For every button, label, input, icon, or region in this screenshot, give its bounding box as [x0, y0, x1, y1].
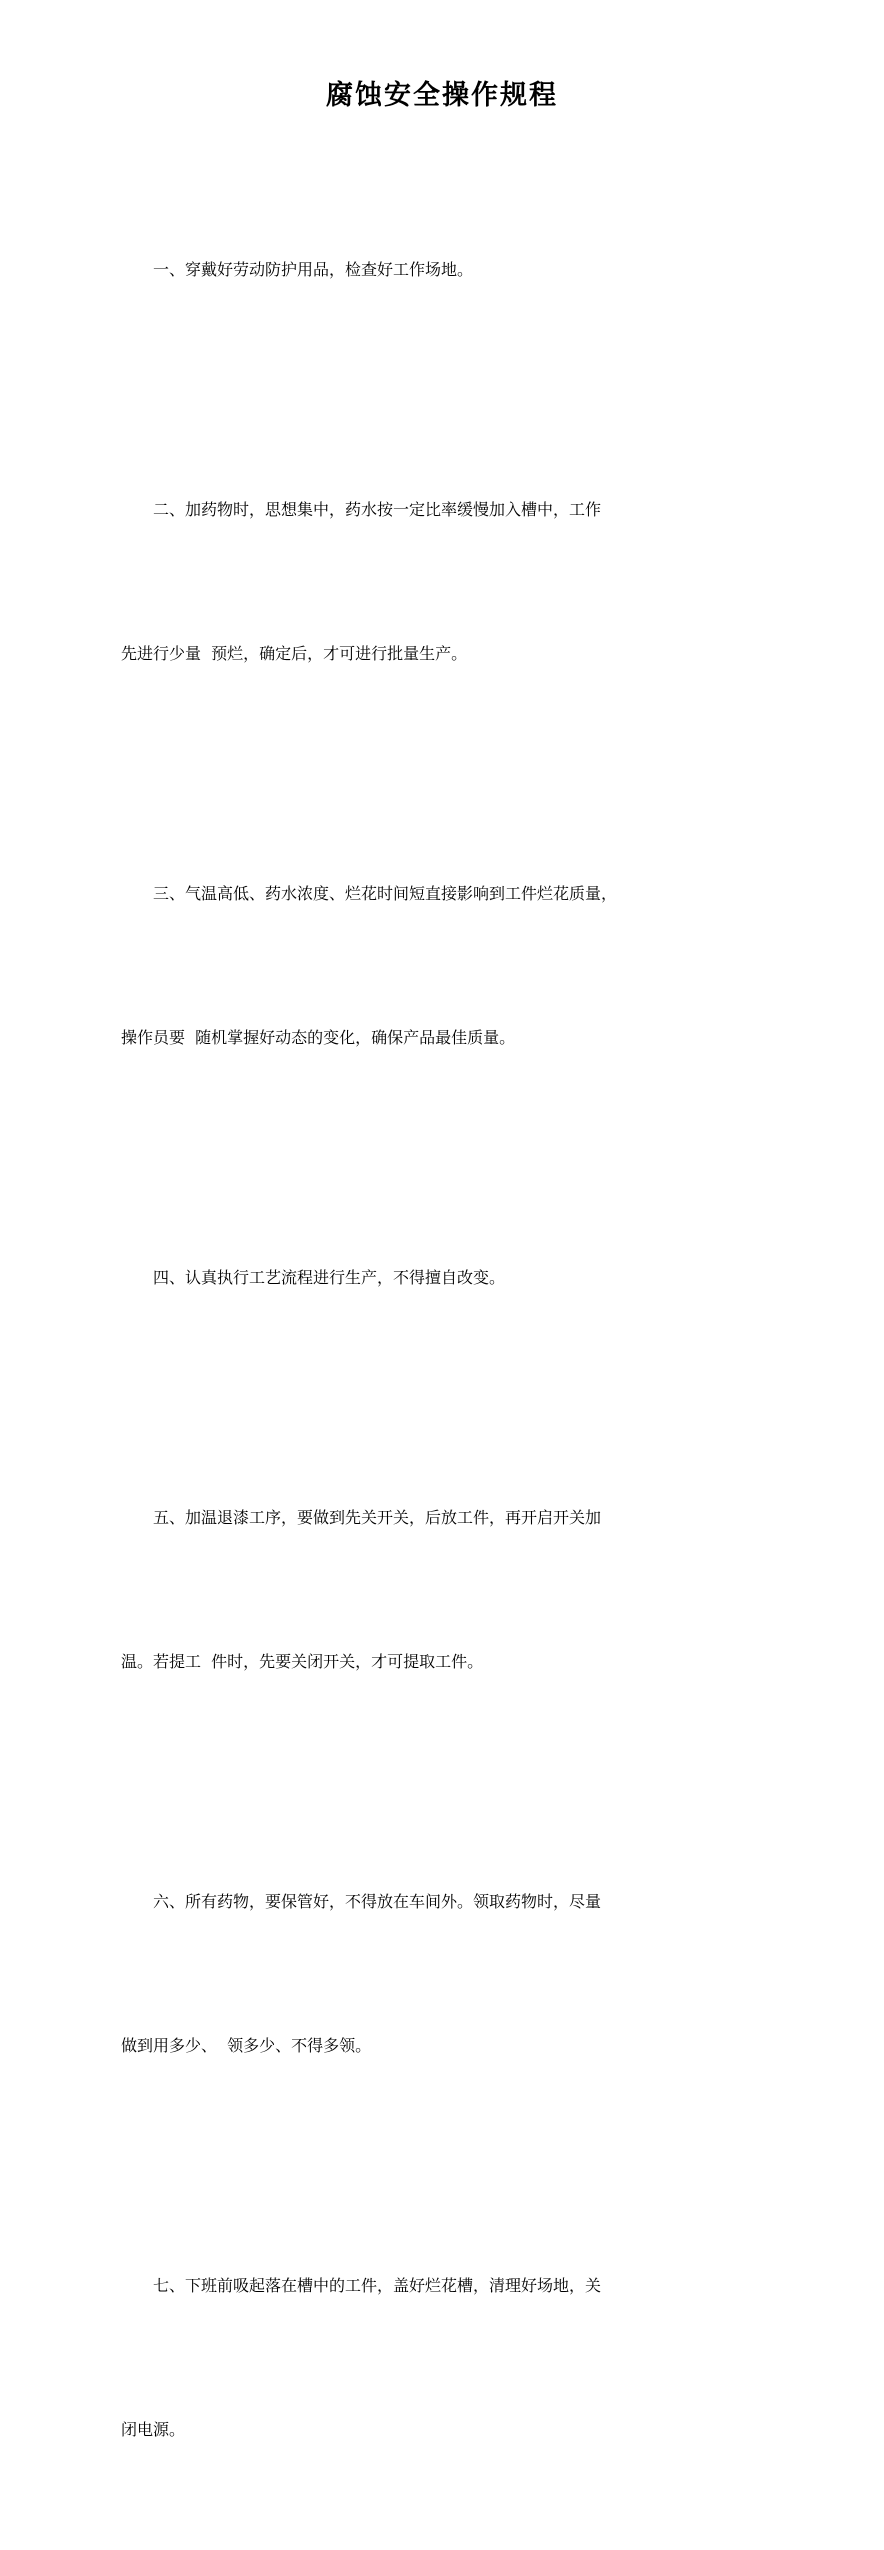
- rule-item-7-line-1: 七、下班前吸起落在槽中的工件，盖好烂花槽，清理好场地，关: [153, 2276, 602, 2295]
- rule-item-2-line-2: 先进行少量 预烂，确定后，才可进行批量生产。: [121, 644, 468, 663]
- rule-item-5: [121, 1398, 681, 1782]
- document-body: [121, 150, 681, 2550]
- rule-item-4-line-1: 四、认真执行工艺流程进行生产，不得擅自改变。: [153, 1268, 506, 1287]
- rule-item-3-line-1: 三、气温高低、药水浓度、烂花时间短直接影响到工件烂花质量，: [153, 884, 618, 903]
- rule-item-7: [121, 2166, 681, 2550]
- rule-item-1: [121, 150, 681, 390]
- rule-item-2-line-1: 二、加药物时，思想集中，药水按一定比率缓慢加入槽中，工作: [153, 500, 602, 519]
- rule-item-5-line-1: 五、加温退漆工序，要做到先关开关，后放工件，再开启开关加: [153, 1508, 602, 1527]
- rule-item-6-line-2: 做到用多少、 领多少、不得多领。: [121, 2036, 372, 2055]
- rule-item-2: [121, 390, 681, 774]
- document-title: 腐蚀安全操作规程: [326, 80, 558, 111]
- rule-item-1-line-1: 一、穿戴好劳动防护用品，检查好工作场地。: [153, 260, 474, 279]
- rule-item-5-line-2: 温。若提工 件时，先要关闭开关，才可提取工件。: [121, 1652, 484, 1671]
- rule-item-4: [121, 1158, 681, 1398]
- rule-item-6: [121, 1782, 681, 2166]
- rule-item-7-line-2: 闭电源。: [121, 2420, 186, 2439]
- rule-item-3: [121, 774, 681, 1158]
- rule-item-6-line-1: 六、所有药物，要保管好，不得放在车间外。领取药物时，尽量: [153, 1892, 602, 1911]
- rule-item-3-line-2: 操作员要 随机掌握好动态的变化，确保产品最佳质量。: [121, 1028, 516, 1047]
